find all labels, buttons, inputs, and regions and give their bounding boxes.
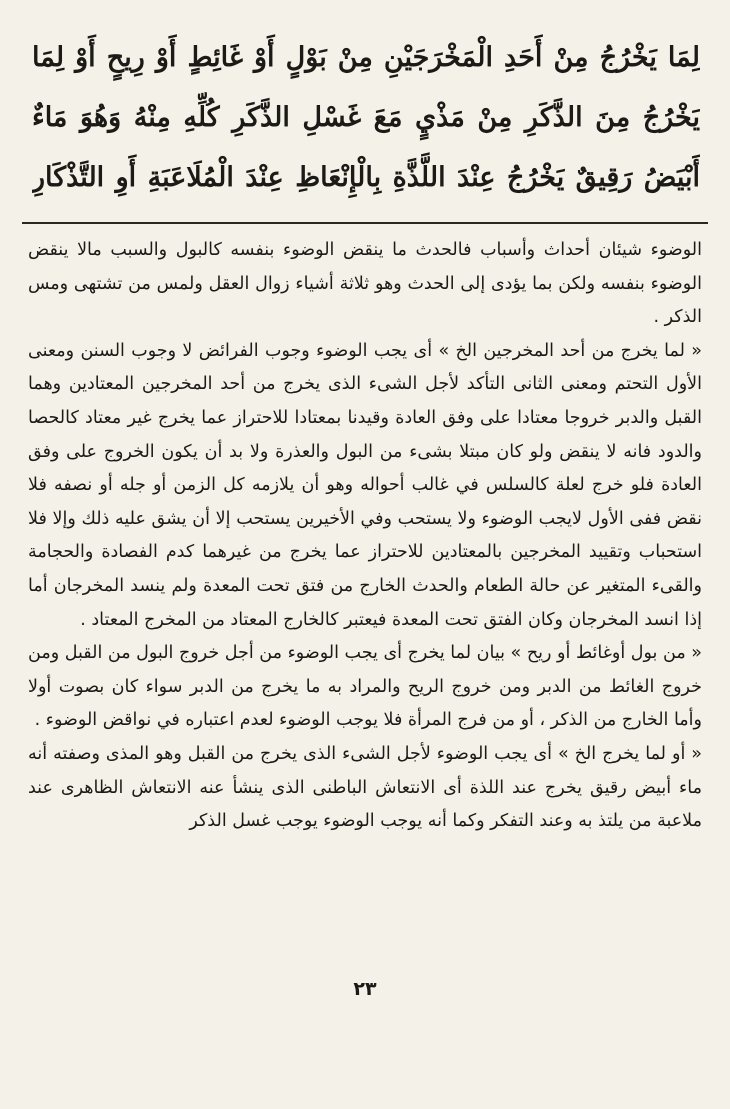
matn-verse: لِمَا يَخْرُجُ مِنْ أَحَدِ الْمَخْرَجَيْنِ مِنْ بَوْلٍ أَوْ غَائِطٍ أَوْ رِيحٍ أَوْ لِمَا يَخْرُجُ مِنَ الذَّكَرِ مِنْ مَذْيٍ مَعَ غَسْلِ الذَّكَرِ كُلِّهِ مِنْهُ وَهُوَ مَاءٌ أَبْيَضُ رَقِيقٌ يَخْرُجُ عِنْدَ اللَّذَّةِ بِالْإِنْعَاظِ عِنْدَ الْمُلَاعَبَةِ أَوِ التَّذْكَارِ bbox=[32, 42, 700, 193]
commentary-paragraph: « لما يخرج من أحد المخرجين الخ » أى يجب الوضوء وجوب الفرائض لا وجوب السنن ومعنى الأول التحتم ومعنى الثانى التأكد لأجل الشىء الذى يخرج من أحد المخرجين المعتادين وهما القبل والدبر خروجا معتادا على وفق العادة وقيدنا بمعتادا للاحتراز عما يخرج غير معتاد كالحصا والدود فانه لا ينقض ولو كان مبتلا بشىء من البول والعذرة ولا بد أن يكون الخروج على وفق العادة فلو خرج لعلة كالسلس في غالب أحواله وهو أن يلازمه كل الزمن أو جله أو نصفه فلا نقض ففى الأول لايجب الوضوء ولا يستحب وفي الأخيرين يستحب إلا أن يشق عليه ذلك وإلا فلا استحباب وتقييد المخرجين بالمعتادين للاحتراز عما يخرج من غيرهما كدم الفصادة والحجامة والقىء المتغير عن حالة الطعام والحدث الخارج من فتق تحت المعدة ولم ينسد المخرجان أما إذا انسد المخرجان وكان الفتق تحت المعدة فيعتبر كالخارج المعتاد من المخرج المعتاد . bbox=[28, 340, 702, 630]
commentary-paragraph: « أو لما يخرج الخ » أى يجب الوضوء لأجل الشىء الذى يخرج من القبل وهو المذى وصفته أنه ماء أبيض رقيق يخرج عند اللذة أى الانتعاش الباطنى الذى ينشأ عنه الانتعاش الظاهرى عند ملاعبة من يلتذ به وعند التفكر وكما أنه يوجب الوضوء يوجب غسل الذكر bbox=[28, 743, 702, 832]
commentary-paragraph: « من بول أوغائط أو ريح » بيان لما يخرج أى يجب الوضوء من أجل خروج البول من القبل ومن خروج الغائط من الدبر ومن خروج الريح والمراد به ما يخرج من الدبر سواء كان بصوت أولا وأما الخارج من الذكر ، أو من فرج المرأة فلا يوجب الوضوء لعدم اعتباره في نواقض الوضوء . bbox=[28, 643, 702, 731]
commentary-body bbox=[28, 234, 702, 839]
commentary-paragraph: الوضوء شيئان أحداث وأسباب فالحدث ما ينقض الوضوء بنفسه كالبول والسبب مالا ينقض الوضوء بنفسه ولكن بما يؤدى إلى الحدث وهو ثلاثة أشياء زوال العقل ولمس من تشتهى ومس الذكر . bbox=[28, 240, 702, 328]
divider-rule bbox=[22, 222, 708, 224]
page-number: ٢٣ bbox=[353, 978, 377, 1000]
